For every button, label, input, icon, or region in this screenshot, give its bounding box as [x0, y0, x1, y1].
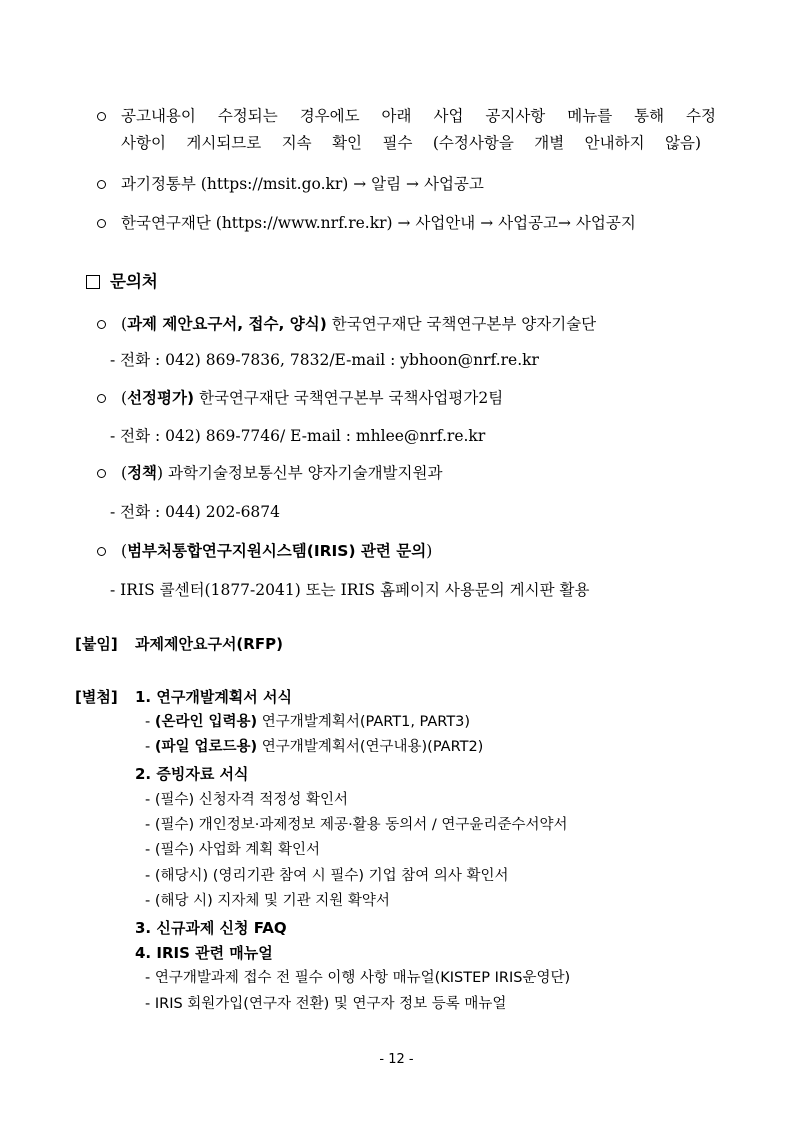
contact-item-eval — [121, 388, 503, 408]
annex-s1-item-upload — [145, 737, 483, 757]
annex-s2-item: - (필수) 신청자격 적정성 확인서 — [145, 792, 349, 808]
contact-item-rfp-label: 과제 제안요구서, 접수, 양식) — [127, 315, 327, 333]
contact-item-rfp-phone: - 전화 : 042) 869-7836, 7832/E-mail : ybhoon@nrf.re.kr — [110, 351, 539, 369]
annex-s1-item-upload-label: (파일 업로드용) — [154, 739, 258, 755]
dash: - — [145, 714, 155, 730]
bullet-circle-icon — [97, 547, 106, 556]
contact-item-rfp-org: 한국연구재단 국책연구본부 양자기술단 — [326, 315, 597, 333]
contact-item-policy-org: ) 과학기술정보통신부 양자기술개발지원과 — [157, 464, 443, 482]
contact-item-eval-label: 선정평가) — [127, 389, 195, 407]
annex-s2-item: - (해당시) (영리기관 참여 시 필수) 기업 참여 의사 확인서 — [145, 868, 509, 884]
open-paren: ( — [121, 389, 128, 407]
annex-section-4-title: 4. IRIS 관련 매뉴얼 — [135, 944, 273, 962]
annex-s4-item: - IRIS 회원가입(연구자 전환) 및 연구자 정보 등록 매뉴얼 — [145, 996, 507, 1012]
contact-item-rfp — [121, 314, 596, 334]
contact-item-policy-phone: - 전화 : 044) 202-6874 — [110, 503, 281, 521]
contact-item-policy — [121, 463, 442, 483]
contact-item-eval-phone: - 전화 : 042) 869-7746/ E-mail : mhlee@nrf.re.kr — [110, 427, 486, 445]
annex-s1-item-upload-desc: 연구개발계획서(연구내용)(PART2) — [257, 739, 484, 755]
annex-s1-item-online-label: (온라인 입력용) — [154, 714, 258, 730]
bullet-circle-icon — [97, 112, 106, 121]
annex-s4-item: - 연구개발과제 접수 전 필수 이행 사항 매뉴얼(KISTEP IRIS운영단) — [145, 970, 571, 986]
bullet-circle-icon — [97, 394, 106, 403]
notice-line-2: 사항이 게시되므로 지속 확인 필수 (수정사항을 개별 안내하지 않음) — [121, 134, 701, 152]
checkbox-square-icon — [86, 275, 100, 289]
annex-label: [별첨] — [75, 688, 118, 706]
open-paren: ( — [121, 464, 128, 482]
dash: - — [145, 739, 155, 755]
contact-item-iris-label: 범부처통합연구지원시스템(IRIS) 관련 문의 — [127, 542, 427, 560]
bullet-circle-icon — [97, 320, 106, 329]
bullet-circle-icon — [97, 469, 106, 478]
open-paren: ( — [121, 315, 128, 333]
contact-item-policy-label: 정책 — [127, 464, 158, 482]
annex-section-3-title: 3. 신규과제 신청 FAQ — [135, 919, 287, 937]
contact-item-iris-desc: - IRIS 콜센터(1877-2041) 또는 IRIS 홈페이지 사용문의 게시판 활용 — [110, 581, 590, 599]
annex-s2-item: - (필수) 사업화 계획 확인서 — [145, 842, 321, 858]
annex-s2-item: - (해당 시) 지자체 및 기관 지원 확약서 — [145, 893, 390, 909]
annex-s2-item: - (필수) 개인정보·과제정보 제공·활용 동의서 / 연구윤리준수서약서 — [145, 817, 568, 833]
msit-link-text: 과기정통부 (https://msit.go.kr) → 알림 → 사업공고 — [121, 175, 484, 193]
contact-item-eval-org: 한국연구재단 국책연구본부 국책사업평가2팀 — [194, 389, 504, 407]
bullet-circle-icon — [97, 180, 106, 189]
bullet-circle-icon — [97, 219, 106, 228]
open-paren: ( — [121, 542, 128, 560]
notice-line-1: 공고내용이 수정되는 경우에도 아래 사업 공지사항 메뉴를 통해 수정 — [121, 107, 716, 125]
annex-section-2-title: 2. 증빙자료 서식 — [135, 765, 249, 783]
annex-section-1-title: 1. 연구개발계획서 서식 — [135, 688, 292, 706]
annex-s1-item-online — [145, 712, 470, 732]
page-number: - 12 - — [379, 1052, 414, 1067]
attachment-title: 과제제안요구서(RFP) — [135, 635, 283, 653]
contact-heading: 문의처 — [110, 272, 158, 291]
close-paren: ) — [426, 542, 433, 560]
attachment-label: [붙임] — [75, 635, 118, 653]
nrf-link-text: 한국연구재단 (https://www.nrf.re.kr) → 사업안내 → 사업공고→ 사업공지 — [121, 214, 636, 232]
contact-item-iris — [121, 541, 432, 561]
annex-s1-item-online-desc: 연구개발계획서(PART1, PART3) — [257, 714, 471, 730]
